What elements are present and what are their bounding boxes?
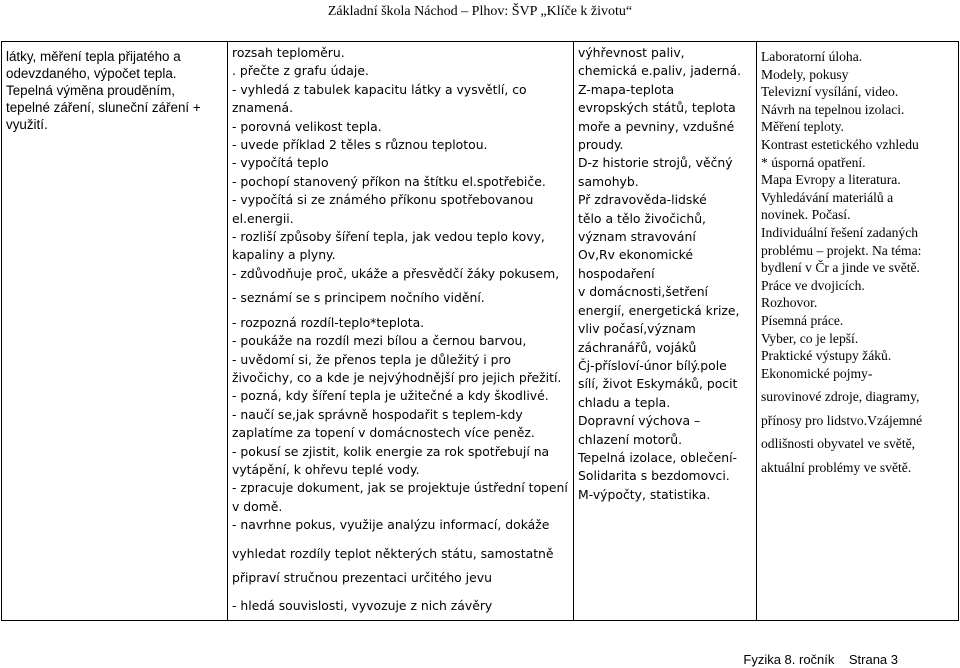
text-line: evropských států, teplota <box>578 100 736 116</box>
text-line: připraví stručnou prezentaci určitého jevu <box>232 569 492 585</box>
text-line: sílí, život Eskymáků, pocit <box>578 376 738 392</box>
text-line: v domácnosti,šetření <box>578 284 708 300</box>
text-line: Televizní vysílání, video. <box>761 84 899 100</box>
text-line: vyhledat rozdíly teplot některých státu, samostatně <box>232 545 554 561</box>
text-line: využití. <box>6 117 48 132</box>
text-line: Laboratorní úloha. <box>761 49 863 64</box>
text-line: kapaliny a plyny. <box>232 247 336 263</box>
text-line: Dopravní výchova – <box>578 413 701 429</box>
text-line: význam stravování <box>578 229 696 245</box>
column-outcomes <box>228 42 574 621</box>
text-line: látky, měření tepla přijatého a <box>6 49 181 64</box>
text-line: Rozhovor. <box>761 295 818 311</box>
text-line: tělo a tělo živočichů, <box>578 210 706 226</box>
text-line: * úsporná opatření. <box>761 154 866 170</box>
text-line: - uvede příklad 2 těles s různou teplotou. <box>232 137 488 153</box>
text-line: el.energii. <box>232 210 294 226</box>
text-line: chlazení motorů. <box>578 431 683 447</box>
text-line: Modely, pokusy <box>761 66 849 82</box>
text-line: Návrh na tepelnou izolaci. <box>761 101 905 117</box>
text-line: problému – projekt. Na téma: <box>761 242 922 258</box>
text-line: - vyhledá z tabulek kapacitu látky a vysvětlí, co <box>232 81 527 97</box>
text-line: hospodaření <box>578 265 655 281</box>
text-line: Práce ve dvojicích. <box>761 277 865 293</box>
text-line: - hledá souvislosti, vyvozuje z nich závěry <box>232 598 493 614</box>
text-line: tepelné záření, sluneční záření + <box>6 100 201 115</box>
text-line: výhřevnost paliv, <box>578 45 685 60</box>
text-line: proudy. <box>578 137 624 153</box>
text-line: - seznámí se s principem nočního vidění. <box>232 290 485 306</box>
text-line: - navrhne pokus, využije analýzu informací, dokáže <box>232 517 550 533</box>
text-line: - pozná, kdy šíření tepla je užitečné a kdy škodlivé. <box>232 388 549 404</box>
text-line: - pochopí stanovený příkon na štítku el.spotřebiče. <box>232 173 546 189</box>
text-line: Solidarita s bezdomovci. <box>578 468 730 484</box>
text-line: Tepelná výměna prouděním, <box>6 83 175 98</box>
text-line: - zpracuje dokument, jak se projektuje ústřední topení <box>232 480 568 496</box>
text-line: chemická e.paliv, jaderná. <box>578 63 742 79</box>
text-line: samohyb. <box>578 173 639 189</box>
page-footer: Fyzika 8. ročník Strana 3 <box>743 652 898 667</box>
text-line: . přečte z grafu údaje. <box>232 63 369 79</box>
text-line: aktuální problémy ve světě. <box>761 460 912 476</box>
text-line: znamená. <box>232 100 294 116</box>
column-topics <box>2 42 228 621</box>
text-line: Písemná práce. <box>761 312 844 328</box>
page-header: Základní škola Náchod – Plhov: ŠVP „Klíče k životu“ <box>327 4 633 19</box>
text-line: v domě. <box>232 498 283 514</box>
text-line: Vyber, co je lepší. <box>761 330 859 346</box>
text-line: Vyhledávání materiálů a <box>761 189 894 205</box>
text-line: chladu a tepla. <box>578 394 671 410</box>
text-line: Ov,Rv ekonomické <box>578 247 693 263</box>
text-line: energií, energetická krize, <box>578 302 740 318</box>
text-line: - zdůvodňuje proč, ukáže a přesvědčí žáky pokusem, <box>232 265 560 281</box>
text-line: - vypočítá teplo <box>232 155 329 171</box>
column-cross-curricular <box>574 42 757 621</box>
text-line: Tepelná izolace, oblečení- <box>578 449 737 465</box>
text-line: - poukáže na rozdíl mezi bílou a černou barvou, <box>232 333 527 349</box>
text-line: - porovná velikost tepla. <box>232 118 382 134</box>
text-line: vliv počasí,význam <box>578 321 696 337</box>
text-line: moře a pevniny, vzdušné <box>578 118 735 134</box>
text-line: M-výpočty, statistika. <box>578 486 711 502</box>
text-line: Př zdravověda-lidské <box>578 192 707 208</box>
text-line: Čj-přísloví-únor bílý.pole <box>578 357 727 373</box>
text-line: - rozpozná rozdíl-teplo*teplota. <box>232 314 425 330</box>
text-line: přínosy pro lidstvo.Vzájemné <box>761 412 923 428</box>
text-line: zaplatíme za topení v domácnostech více peněz. <box>232 425 535 441</box>
text-line: Mapa Evropy a literatura. <box>761 172 901 188</box>
text-line: Z-mapa-teplota <box>578 81 675 97</box>
text-line: Individuální řešení zadaných <box>761 224 919 240</box>
text-line: rozsah teploměru. <box>232 45 345 60</box>
text-line: záchranářů, vojáků <box>578 339 697 355</box>
text-line: Kontrast estetického vzhledu <box>761 136 919 152</box>
text-line: bydlení v Čr a jinde ve světě. <box>761 260 920 276</box>
text-line: - rozliší způsoby šíření tepla, jak vedou teplo kovy, <box>232 229 545 245</box>
text-line: Měření teploty. <box>761 119 844 135</box>
text-line: odevzdaného, výpočet tepla. <box>6 66 177 81</box>
text-line: živočichy, co a kde je nejvýhodnější pro jejich přežití. <box>232 369 562 385</box>
table-row <box>2 42 959 621</box>
text-line: vytápění, k ohřevu teplé vody. <box>232 461 420 477</box>
text-line: - vypočítá si ze známého příkonu spotřebovanou <box>232 192 534 208</box>
text-line: D-z historie strojů, věčný <box>578 155 733 171</box>
text-line: surovinové zdroje, diagramy, <box>761 389 920 405</box>
text-line: Ekonomické pojmy- <box>761 365 873 381</box>
text-line: - uvědomí si, že přenos tepla je důležitý i pro <box>232 351 511 367</box>
text-line: Praktické výstupy žáků. <box>761 348 892 364</box>
text-line: - naučí se,jak správně hospodařit s teplem-kdy <box>232 406 523 422</box>
text-line: novinek. Počasí. <box>761 207 851 223</box>
column-methods <box>757 42 959 621</box>
text-line: - pokusí se zjistit, kolik energie za rok spotřebují na <box>232 443 550 459</box>
curriculum-table <box>1 41 959 621</box>
text-line: odlišnosti obyvatel ve světě, <box>761 436 916 452</box>
